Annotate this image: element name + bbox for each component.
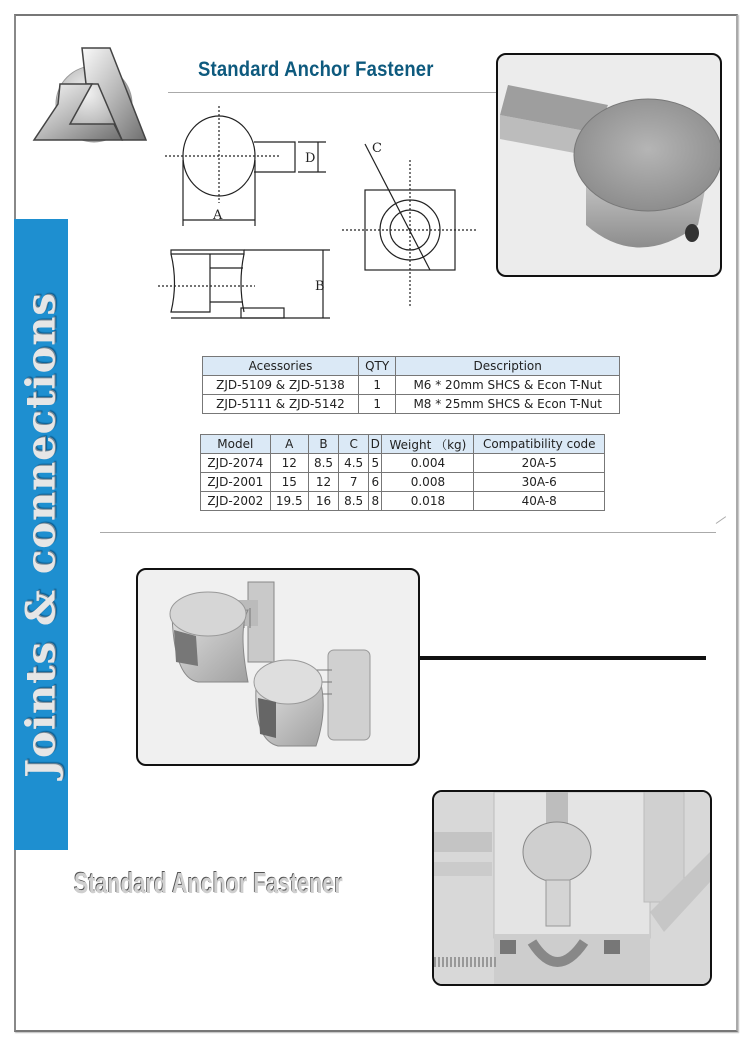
table-cell: 7 [339,473,369,492]
product-photo-closeup [496,53,722,277]
title-divider [168,92,498,93]
column-header: B [308,435,338,454]
product-photo-pair [136,568,420,766]
installed-fastener-image-icon [434,792,710,984]
table-cell: 12 [270,454,308,473]
table-cell: ZJD-2001 [201,473,271,492]
table-cell: 0.008 [382,473,474,492]
section-divider [100,532,716,533]
table-cell: 1 [358,376,395,395]
table-header-row [201,435,605,454]
column-header: Model [201,435,271,454]
table-cell: ZJD-5109 & ZJD-5138 [203,376,359,395]
connector-line [418,656,706,660]
column-header: Weight （kg) [382,435,474,454]
column-header: C [339,435,369,454]
column-header: QTY [358,357,395,376]
sidebar-label: Joints & connections [17,292,65,778]
column-header: D [369,435,382,454]
svg-text:C: C [372,141,382,156]
table-row [203,395,620,414]
table-row [201,492,605,511]
table-cell: 8 [369,492,382,511]
accessories-table [202,356,620,414]
column-header: Description [396,357,620,376]
company-logo-icon [30,44,150,154]
table-cell: 0.004 [382,454,474,473]
bottom-caption: Standard Anchor Fastener [74,868,343,900]
fastener-pair-image-icon [138,570,418,764]
table-cell: ZJD-2002 [201,492,271,511]
table-cell: 6 [369,473,382,492]
table-cell: 5 [369,454,382,473]
product-photo-installed [432,790,712,986]
table-row [201,473,605,492]
anchor-fastener-image-icon [498,55,720,275]
table-cell: ZJD-2074 [201,454,271,473]
svg-text:B: B [315,279,325,294]
column-header: Compatibility code [474,435,605,454]
table-row [203,376,620,395]
table-cell: 12 [308,473,338,492]
table-cell: 30A-6 [474,473,605,492]
table-cell: M8 * 25mm SHCS & Econ T-Nut [396,395,620,414]
table-cell: M6 * 20mm SHCS & Econ T-Nut [396,376,620,395]
table-cell: 1 [358,395,395,414]
dimension-drawing [140,98,500,328]
column-header: Acessories [203,357,359,376]
table-cell: 8.5 [339,492,369,511]
table-header-row [203,357,620,376]
spec-table [200,434,605,511]
svg-text:A: A [213,208,223,223]
column-header: A [270,435,308,454]
table-cell: 40A-8 [474,492,605,511]
table-cell: ZJD-5111 & ZJD-5142 [203,395,359,414]
table-cell: 4.5 [339,454,369,473]
page-title: Standard Anchor Fastener [198,58,434,81]
table-cell: 20A-5 [474,454,605,473]
table-cell: 0.018 [382,492,474,511]
table-cell: 19.5 [270,492,308,511]
table-cell: 8.5 [308,454,338,473]
svg-text:D: D [305,151,316,166]
table-cell: 16 [308,492,338,511]
table-cell: 15 [270,473,308,492]
table-row [201,454,605,473]
